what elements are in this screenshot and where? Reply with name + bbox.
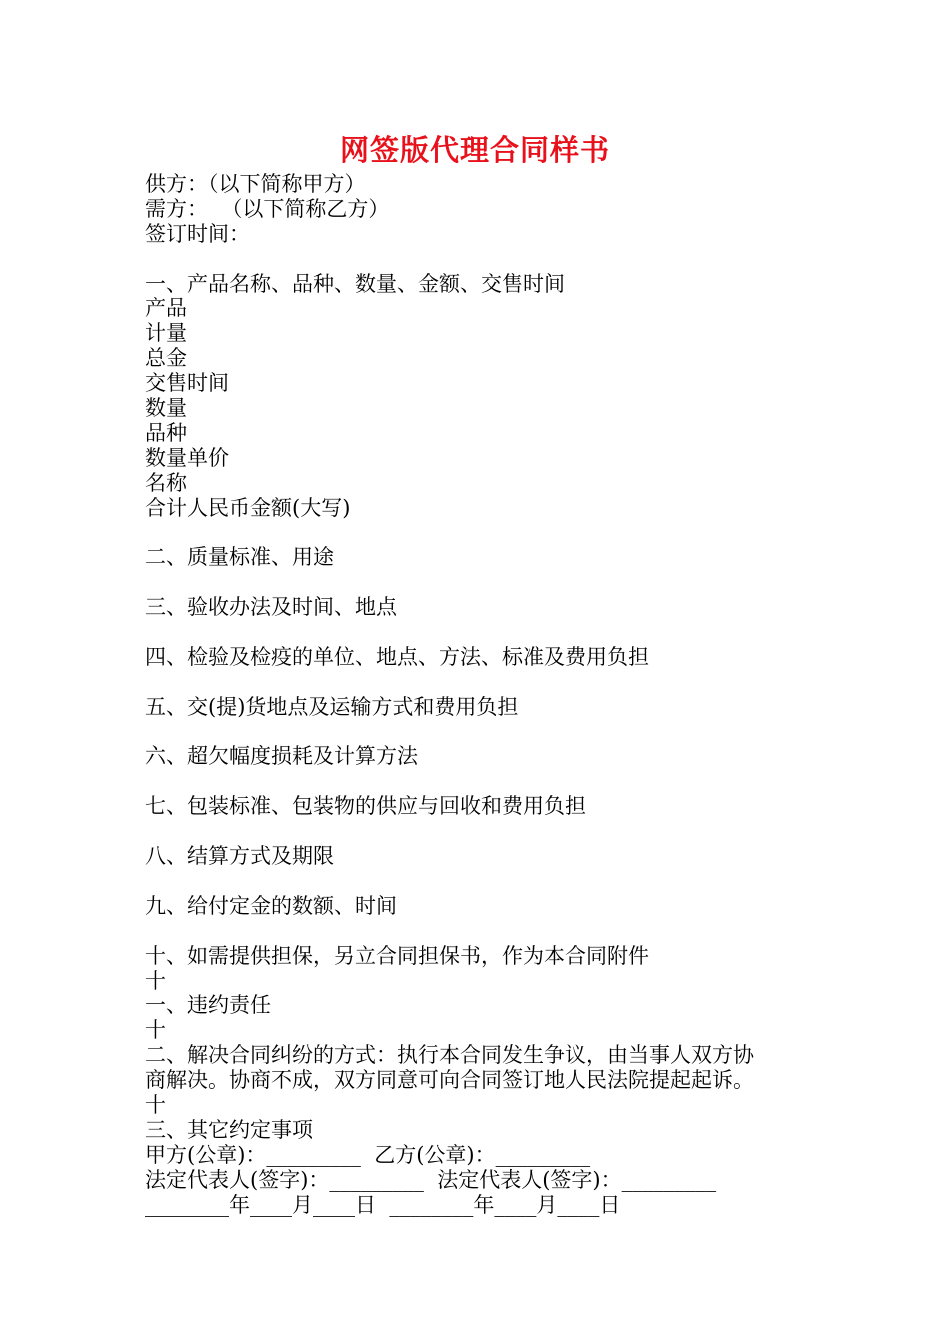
section-1-item: 交售时间 (145, 371, 229, 396)
sign-time-line: 签订时间： (145, 221, 250, 246)
spacer (145, 869, 835, 894)
section-10-heading: 十、如需提供担保，另立合同担保书，作为本合同附件 (145, 943, 649, 968)
section-1-heading: 一、产品名称、品种、数量、金额、交售时间 (145, 271, 565, 296)
document-title: 网签版代理合同样书 (339, 133, 610, 167)
spacer (145, 919, 835, 944)
spacer (145, 247, 835, 272)
section-12-prefix: 十 (145, 1018, 166, 1043)
section-1-item: 数量 (145, 396, 187, 421)
section-11-prefix: 十 (145, 968, 166, 993)
signature-representative-line: 法定代表人(签字)：_________ 法定代表人(签字)：_________ (145, 1167, 717, 1192)
section-13-heading: 三、其它约定事项 (145, 1117, 313, 1142)
section-1-item: 产品 (145, 296, 187, 321)
section-7-heading: 七、包装标准、包装物的供应与回收和费用负担 (145, 794, 586, 819)
section-1-item: 品种 (145, 420, 187, 445)
section-1-item: 总金 (145, 346, 187, 371)
spacer (145, 720, 835, 745)
supplier-line: 供方：（以下简称甲方） (145, 172, 366, 196)
spacer (145, 819, 835, 844)
section-9-heading: 九、给付定金的数额、时间 (145, 893, 397, 918)
section-4-heading: 四、检验及检疫的单位、地点、方法、标准及费用负担 (145, 644, 649, 669)
document-body (145, 172, 835, 1217)
spacer (145, 520, 835, 545)
section-12-line: 商解决。协商不成，双方同意可向合同签订地人民法院提起起诉。 (145, 1068, 754, 1093)
section-1-item: 数量单价 (145, 445, 229, 470)
signature-seal-line: 甲方(公章)：_________ 乙方(公章)：_________ (145, 1142, 591, 1167)
buyer-line: 需方： （以下简称乙方） (145, 196, 390, 221)
spacer (145, 670, 835, 695)
section-3-heading: 三、验收办法及时间、地点 (145, 595, 397, 620)
section-8-heading: 八、结算方式及期限 (145, 844, 334, 869)
section-5-heading: 五、交(提)货地点及运输方式和费用负担 (145, 694, 519, 719)
spacer (145, 620, 835, 645)
section-6-heading: 六、超欠幅度损耗及计算方法 (145, 744, 418, 769)
section-13-prefix: 十 (145, 1092, 166, 1117)
section-2-heading: 二、质量标准、用途 (145, 545, 334, 570)
section-1-item: 名称 (145, 470, 187, 495)
signature-date-line: ________年____月____日 ________年____月____日 (145, 1192, 621, 1217)
section-1-item: 合计人民币金额(大写) (145, 495, 351, 520)
spacer (145, 769, 835, 794)
section-11-heading: 一、违约责任 (145, 993, 271, 1018)
section-1-item: 计量 (145, 321, 187, 346)
spacer (145, 570, 835, 595)
section-12-line: 二、解决合同纠纷的方式：执行本合同发生争议，由当事人双方协 (145, 1043, 754, 1068)
